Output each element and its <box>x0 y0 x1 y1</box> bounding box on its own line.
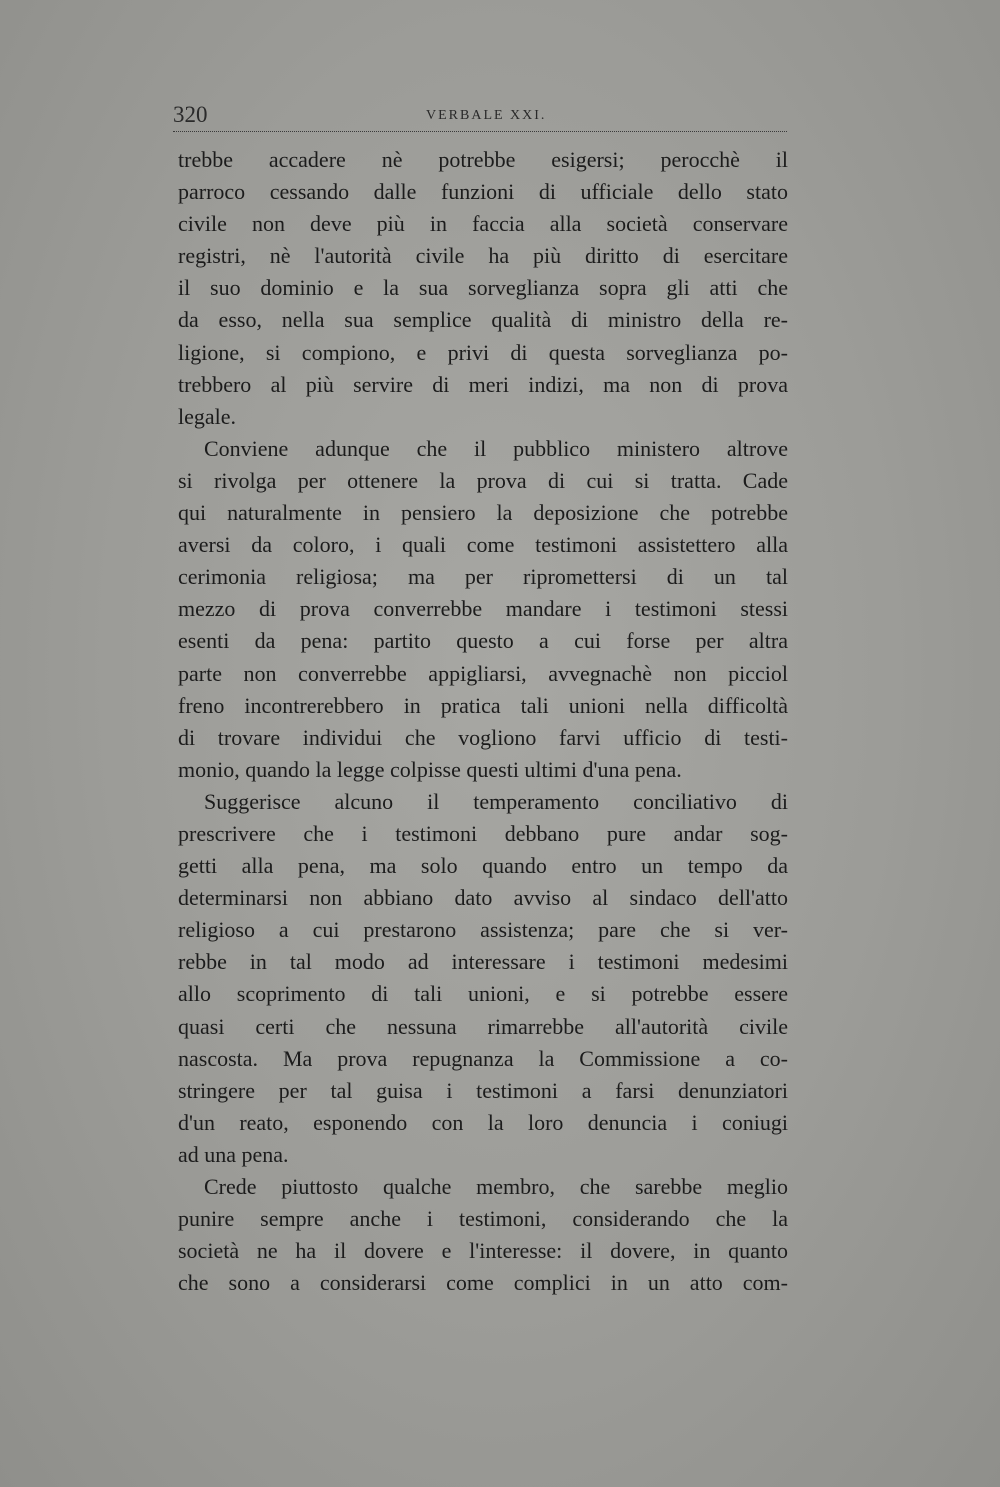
header-rule <box>173 131 787 132</box>
text-line: trebbero al più servire di meri indizi, ma non di prova <box>178 371 788 397</box>
text-line: esenti da pena: partito questo a cui forse per altra <box>178 628 788 654</box>
text-line: registri, nè l'autorità civile ha più diritto di esercitare <box>178 243 788 269</box>
text-line: d'un reato, esponendo con la loro denuncia i coniugi <box>178 1109 788 1135</box>
text-line: Suggerisce alcuno il temperamento conciliativo di <box>204 788 788 814</box>
text-line: che sono a considerarsi come complici in un atto com- <box>178 1270 788 1296</box>
text-line: da esso, nella sua semplice qualità di ministro della re- <box>178 307 788 333</box>
text-line: Conviene adunque che il pubblico ministero altrove <box>204 435 788 461</box>
text-line: monio, quando la legge colpisse questi ultimi d'una pena. <box>178 756 682 782</box>
text-line: allo scoprimento di tali unioni, e si potrebbe essere <box>178 981 788 1007</box>
text-line: mezzo di prova converrebbe mandare i testimoni stessi <box>178 596 788 622</box>
text-line: cerimonia religiosa; ma per ripromettersi di un tal <box>178 564 788 590</box>
text-line: parroco cessando dalle funzioni di ufficiale dello stato <box>178 179 788 205</box>
text-line: Crede piuttosto qualche membro, che sarebbe meglio <box>204 1174 788 1199</box>
text-line: civile non deve più in faccia alla società conservare <box>178 211 788 237</box>
text-line: punire sempre anche i testimoni, considerando che la <box>178 1206 788 1232</box>
text-line: ad una pena. <box>178 1141 289 1167</box>
text-line: di trovare individui che vogliono farvi ufficio di testi- <box>178 724 788 750</box>
text-line: stringere per tal guisa i testimoni a farsi denunziatori <box>178 1077 788 1103</box>
text-line: getti alla pena, ma solo quando entro un tempo da <box>178 853 788 879</box>
text-line: il suo dominio e la sua sorveglianza sopra gli atti che <box>178 275 788 301</box>
body-text <box>178 144 788 1299</box>
page-number: 320 <box>173 102 208 127</box>
text-line: si rivolga per ottenere la prova di cui si tratta. Cade <box>178 467 788 493</box>
text-line: rebbe in tal modo ad interessare i testimoni medesimi <box>178 949 788 975</box>
text-line: determinarsi non abbiano dato avviso al sindaco dell'atto <box>178 885 788 911</box>
text-line: società ne ha il dovere e l'interesse: il dovere, in quanto <box>178 1238 788 1264</box>
text-line: qui naturalmente in pensiero la deposizione che potrebbe <box>178 500 788 526</box>
text-line: prescrivere che i testimoni debbano pure andar sog- <box>178 820 788 846</box>
text-line: nascosta. Ma prova repugnanza la Commissione a co- <box>178 1045 788 1071</box>
text-line: parte non converrebbe appigliarsi, avvegnachè non picciol <box>178 660 788 686</box>
running-title: VERBALE XXI. <box>426 108 547 123</box>
text-line: trebbe accadere nè potrebbe esigersi; perocchè il <box>178 147 788 172</box>
text-line: religioso a cui prestarono assistenza; pare che si ver- <box>178 917 788 943</box>
text-line: ligione, si compiono, e privi di questa sorveglianza po- <box>178 339 788 365</box>
text-line: legale. <box>178 403 237 429</box>
text-line: quasi certi che nessuna rimarrebbe all'autorità civile <box>178 1013 788 1039</box>
page-header <box>173 102 787 132</box>
text-line: freno incontrerebbero in pratica tali unioni nella difficoltà <box>178 692 788 718</box>
text-line: aversi da coloro, i quali come testimoni assistettero alla <box>178 532 788 558</box>
